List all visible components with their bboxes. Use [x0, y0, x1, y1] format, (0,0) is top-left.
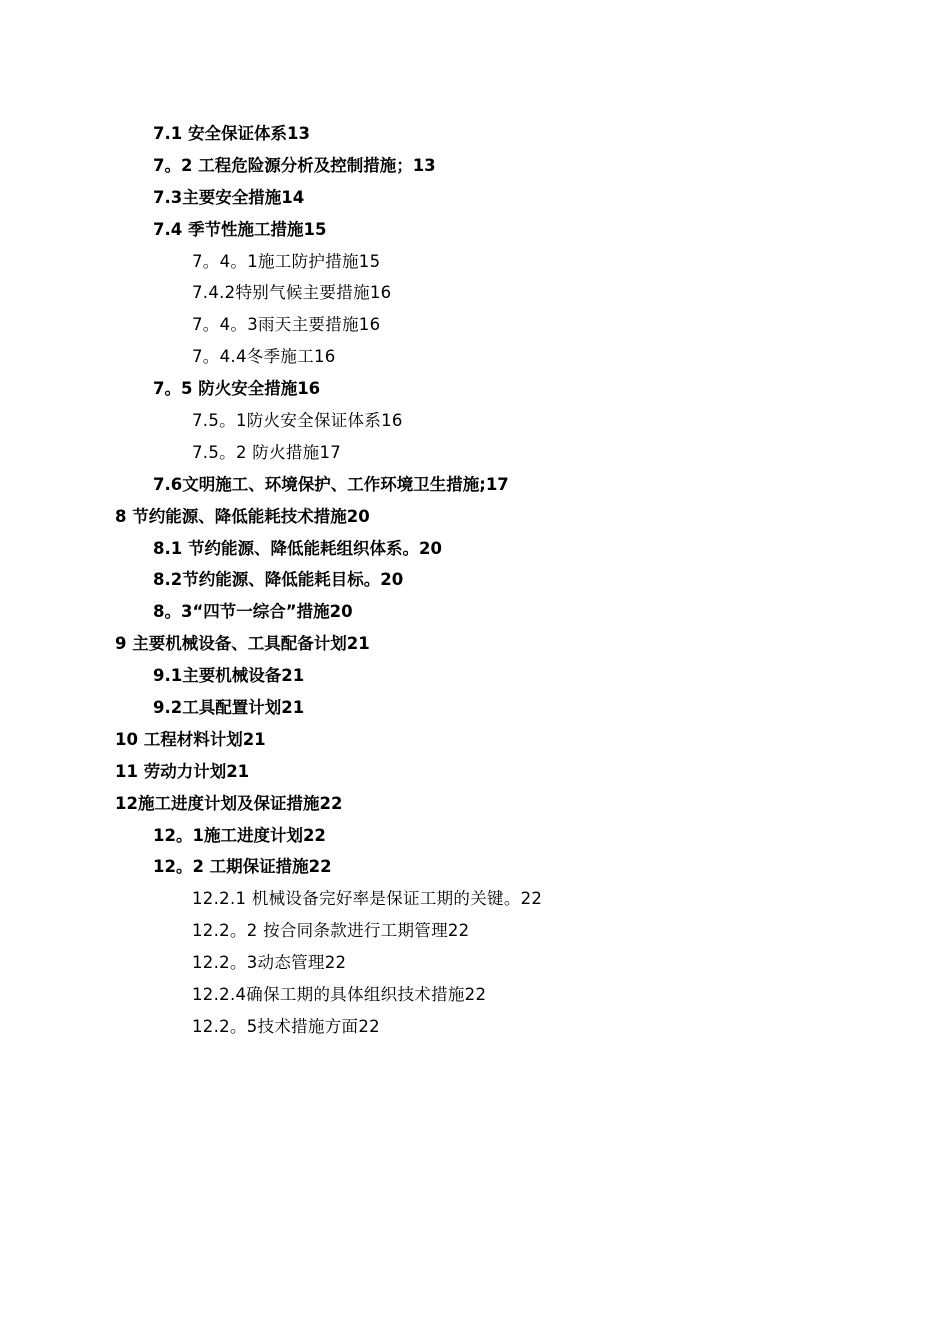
- toc-entry-10[interactable]: 10 工程材料计划21: [115, 729, 266, 749]
- toc-entry-7-2[interactable]: 7。2 工程危险源分析及控制措施；13: [153, 155, 436, 175]
- toc-entry-7-5[interactable]: 7。5 防火安全措施16: [153, 379, 321, 399]
- toc-entry-12-1[interactable]: 12。1施工进度计划22: [153, 825, 326, 845]
- toc-entry-7-4-4[interactable]: 7。4.4冬季施工16: [192, 347, 336, 367]
- toc-entry-12-2-5[interactable]: 12.2。5技术措施方面22: [192, 1016, 380, 1036]
- toc-entry-12[interactable]: 12施工进度计划及保证措施22: [115, 793, 343, 813]
- toc-entry-9[interactable]: 9 主要机械设备、工具配备计划21: [115, 634, 370, 654]
- toc-entry-8[interactable]: 8 节约能源、降低能耗技术措施20: [115, 506, 370, 526]
- toc-entry-12-2-4[interactable]: 12.2.4确保工期的具体组织技术措施22: [192, 985, 487, 1005]
- toc-entry-7-4-1[interactable]: 7。4。1施工防护措施15: [192, 251, 381, 271]
- toc-entry-7-3[interactable]: 7.3主要安全措施14: [153, 187, 305, 207]
- toc-entry-7-4-2[interactable]: 7.4.2特别气候主要措施16: [192, 283, 392, 303]
- toc-entry-7-6[interactable]: 7.6文明施工、环境保护、工作环境卫生措施;17: [153, 474, 509, 494]
- toc-entry-12-2-2[interactable]: 12.2。2 按合同条款进行工期管理22: [192, 921, 470, 941]
- toc-entry-12-2[interactable]: 12。2 工期保证措施22: [153, 857, 332, 877]
- toc-entry-8-1[interactable]: 8.1 节约能源、降低能耗组织体系。20: [153, 538, 442, 558]
- toc-entry-7-5-1[interactable]: 7.5。1防火安全保证体系16: [192, 411, 403, 431]
- toc-entry-8-3[interactable]: 8。3“四节一综合”措施20: [153, 602, 353, 622]
- table-of-contents: [0, 118, 950, 1043]
- toc-entry-12-2-1[interactable]: 12.2.1 机械设备完好率是保证工期的关键。22: [192, 889, 543, 909]
- toc-entry-9-1[interactable]: 9.1主要机械设备21: [153, 666, 305, 686]
- toc-entry-9-2[interactable]: 9.2工具配置计划21: [153, 698, 305, 718]
- toc-entry-8-2[interactable]: 8.2节约能源、降低能耗目标。20: [153, 570, 404, 590]
- toc-entry-11[interactable]: 11 劳动力计划21: [115, 761, 250, 781]
- toc-entry-12-2-3[interactable]: 12.2。3动态管理22: [192, 953, 347, 973]
- toc-entry-7-1[interactable]: 7.1 安全保证体系13: [153, 124, 310, 143]
- toc-entry-7-4[interactable]: 7.4 季节性施工措施15: [153, 219, 327, 239]
- toc-entry-7-5-2[interactable]: 7.5。2 防火措施17: [192, 442, 342, 462]
- toc-entry-7-4-3[interactable]: 7。4。3雨天主要措施16: [192, 315, 381, 335]
